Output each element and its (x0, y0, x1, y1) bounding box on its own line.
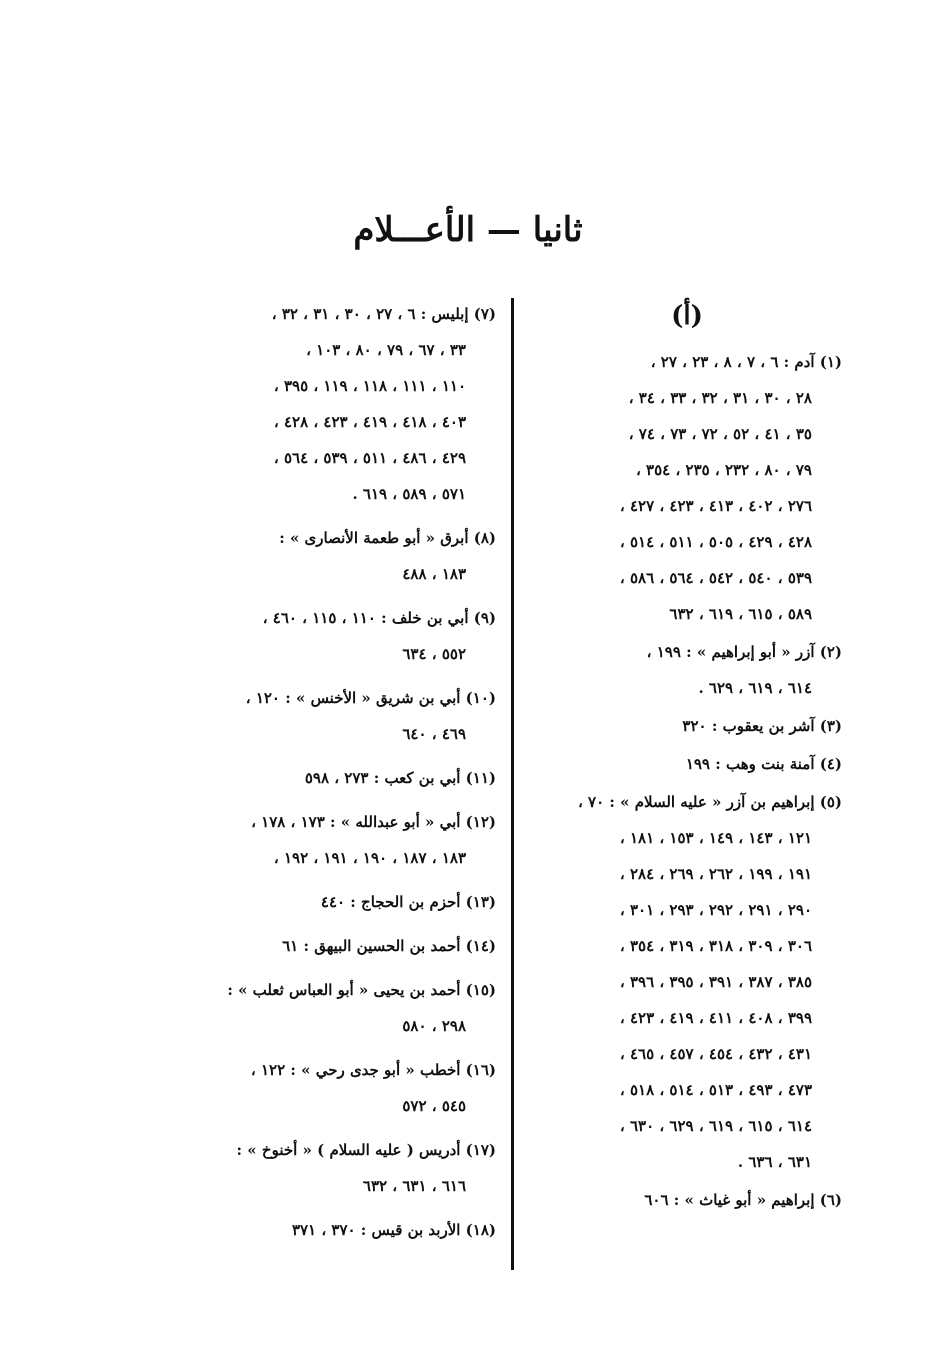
entry-continuation-line: ٥٤٥ ، ٥٧٢ (402, 1097, 466, 1115)
section-letter: (أ) (671, 301, 703, 331)
index-entry (186, 1132, 496, 1204)
index-entry (186, 928, 496, 964)
index-entry (532, 634, 842, 706)
entry-continuation-line: ٤٧٣ ، ٤٩٣ ، ٥١٣ ، ٥١٤ ، ٥١٨ ، (619, 1081, 812, 1099)
entry-heading-line: (٥) إبراهيم بن آزر « عليه السلام » : ٧٠ ، (577, 793, 842, 811)
entry-heading-line: (١٠) أبي بن شريق « الأخنس » : ١٢٠ ، (245, 689, 496, 707)
left-entries (186, 296, 496, 1248)
entry-continuation-line: ٣٣ ، ٦٧ ، ٧٩ ، ٨٠ ، ١٠٣ ، (306, 341, 466, 359)
entry-continuation-line: ٥٣٩ ، ٥٤٠ ، ٥٤٢ ، ٥٦٤ ، ٥٨٦ ، (619, 569, 812, 587)
index-entry (186, 884, 496, 920)
entry-continuation-line: ١١٠ ، ١١١ ، ١١٨ ، ١١٩ ، ٣٩٥ ، (273, 377, 466, 395)
entry-heading-line: (١٤) أحمد بن الحسين البيهق : ٦١ (282, 937, 496, 955)
index-entry (532, 784, 842, 1180)
entry-continuation-line: ٧٩ ، ٨٠ ، ٢٣٢ ، ٢٣٥ ، ٣٥٤ ، (635, 461, 812, 479)
entry-heading-line: (١٢) أبي « أبو عبدالله » : ١٧٣ ، ١٧٨ ، (251, 813, 496, 831)
entry-heading-line: (١٣) أحزم بن الحجاج : ٤٤٠ (320, 893, 496, 911)
right-entries (532, 344, 842, 1218)
entry-continuation-line: ٦١٦ ، ٦٣١ ، ٦٣٢ (362, 1177, 466, 1195)
entry-heading-line: (٨) أبرق « أبو طعمة الأنصارى » : (279, 529, 496, 547)
entry-continuation-line: ١٨٣ ، ٤٨٨ (402, 565, 466, 583)
index-entry (186, 804, 496, 876)
entry-continuation-line: ٦١٤ ، ٦١٩ ، ٦٢٩ . (698, 679, 812, 697)
entry-continuation-line: ٤٣١ ، ٤٣٢ ، ٤٥٤ ، ٤٥٧ ، ٤٦٥ ، (619, 1045, 812, 1063)
entry-continuation-line: ٦٣١ ، ٦٣٦ . (737, 1153, 812, 1171)
entry-heading-line: (١٥) أحمد بن يحيى « أبو العباس ثعلب » : (227, 981, 496, 999)
index-entry (186, 760, 496, 796)
entry-continuation-line: ٤٢٩ ، ٤٨٦ ، ٥١١ ، ٥٣٩ ، ٥٦٤ ، (273, 449, 466, 467)
page-title: ثانيا — الأعـــلام (353, 210, 583, 250)
entry-heading-line: (١٦) أخطب « أبو جدى رحي » : ١٢٢ ، (250, 1061, 496, 1079)
entry-continuation-line: ٤٠٣ ، ٤١٨ ، ٤١٩ ، ٤٢٣ ، ٤٢٨ ، (273, 413, 466, 431)
entry-continuation-line: ٣٥ ، ٤١ ، ٥٢ ، ٧٢ ، ٧٣ ، ٧٤ ، (628, 425, 812, 443)
index-entry (186, 1212, 496, 1248)
entry-continuation-line: ٢٩٨ ، ٥٨٠ (402, 1017, 466, 1035)
entry-heading-line: (١٧) أدريس ( عليه السلام ) « أخنوخ » : (236, 1141, 496, 1159)
right-column (532, 296, 842, 1220)
left-column (186, 296, 496, 1256)
entry-continuation-line: ٤٢٨ ، ٤٢٩ ، ٥٠٥ ، ٥١١ ، ٥١٤ ، (619, 533, 812, 551)
index-entry (532, 708, 842, 744)
index-entry (532, 746, 842, 782)
index-entry (186, 972, 496, 1044)
entry-heading-line: (٩) أبي بن خلف : ١١٠ ، ١١٥ ، ٤٦٠ ، (262, 609, 496, 627)
entry-continuation-line: ١٢١ ، ١٤٣ ، ١٤٩ ، ١٥٣ ، ١٨١ ، (619, 829, 812, 847)
entry-continuation-line: ٤٦٩ ، ٦٤٠ (402, 725, 466, 743)
index-entry (532, 344, 842, 632)
entry-continuation-line: ٥٥٢ ، ٦٣٤ (402, 645, 466, 663)
entry-heading-line: (١١) أبي بن كعب : ٢٧٣ ، ٥٩٨ (304, 769, 496, 787)
entry-continuation-line: ٢٨ ، ٣٠ ، ٣١ ، ٣٢ ، ٣٣ ، ٣٤ ، (628, 389, 812, 407)
entry-continuation-line: ١٩١ ، ١٩٩ ، ٢٦٢ ، ٢٦٩ ، ٢٨٤ ، (619, 865, 812, 883)
entry-continuation-line: ٢٧٦ ، ٤٠٢ ، ٤١٣ ، ٤٢٣ ، ٤٢٧ ، (619, 497, 812, 515)
index-entry (186, 600, 496, 672)
entry-heading-line: (١٨) الأربد بن قيس : ٣٧٠ ، ٣٧١ (291, 1221, 496, 1239)
entry-continuation-line: ٣٩٩ ، ٤٠٨ ، ٤١١ ، ٤١٩ ، ٤٢٣ ، (619, 1009, 812, 1027)
entry-continuation-line: ١٨٣ ، ١٨٧ ، ١٩٠ ، ١٩١ ، ١٩٢ ، (273, 849, 466, 867)
entry-heading-line: (٧) إبليس : ٦ ، ٢٧ ، ٣٠ ، ٣١ ، ٣٢ ، (271, 305, 496, 323)
index-entry (186, 680, 496, 752)
entry-continuation-line: ٣٨٥ ، ٣٨٧ ، ٣٩١ ، ٣٩٥ ، ٣٩٦ ، (619, 973, 812, 991)
entry-heading-line: (١) آدم : ٦ ، ٧ ، ٨ ، ٢٣ ، ٢٧ ، (650, 353, 842, 371)
entry-continuation-line: ٥٨٩ ، ٦١٥ ، ٦١٩ ، ٦٣٢ (669, 605, 812, 623)
entry-continuation-line: ٥٧١ ، ٥٨٩ ، ٦١٩ . (352, 485, 466, 503)
entry-continuation-line: ٣٠٦ ، ٣٠٩ ، ٣١٨ ، ٣١٩ ، ٣٥٤ ، (619, 937, 812, 955)
entry-heading-line: (٦) إبراهيم « أبو غياث » : ٦٠٦ (644, 1191, 842, 1209)
entry-heading-line: (٢) آزر « أبو إبراهيم » : ١٩٩ ، (646, 643, 842, 661)
entry-heading-line: (٤) آمنة بنت وهب : ١٩٩ (685, 755, 842, 773)
entry-heading-line: (٣) آشر بن يعقوب : ٣٢٠ (682, 717, 842, 735)
index-entry (186, 520, 496, 592)
index-entry (186, 1052, 496, 1124)
entry-continuation-line: ٦١٤ ، ٦١٥ ، ٦١٩ ، ٦٢٩ ، ٦٣٠ ، (619, 1117, 812, 1135)
index-entry (532, 1182, 842, 1218)
column-divider (511, 298, 514, 1270)
index-entry (186, 296, 496, 512)
entry-continuation-line: ٢٩٠ ، ٢٩١ ، ٢٩٢ ، ٢٩٣ ، ٣٠١ ، (619, 901, 812, 919)
